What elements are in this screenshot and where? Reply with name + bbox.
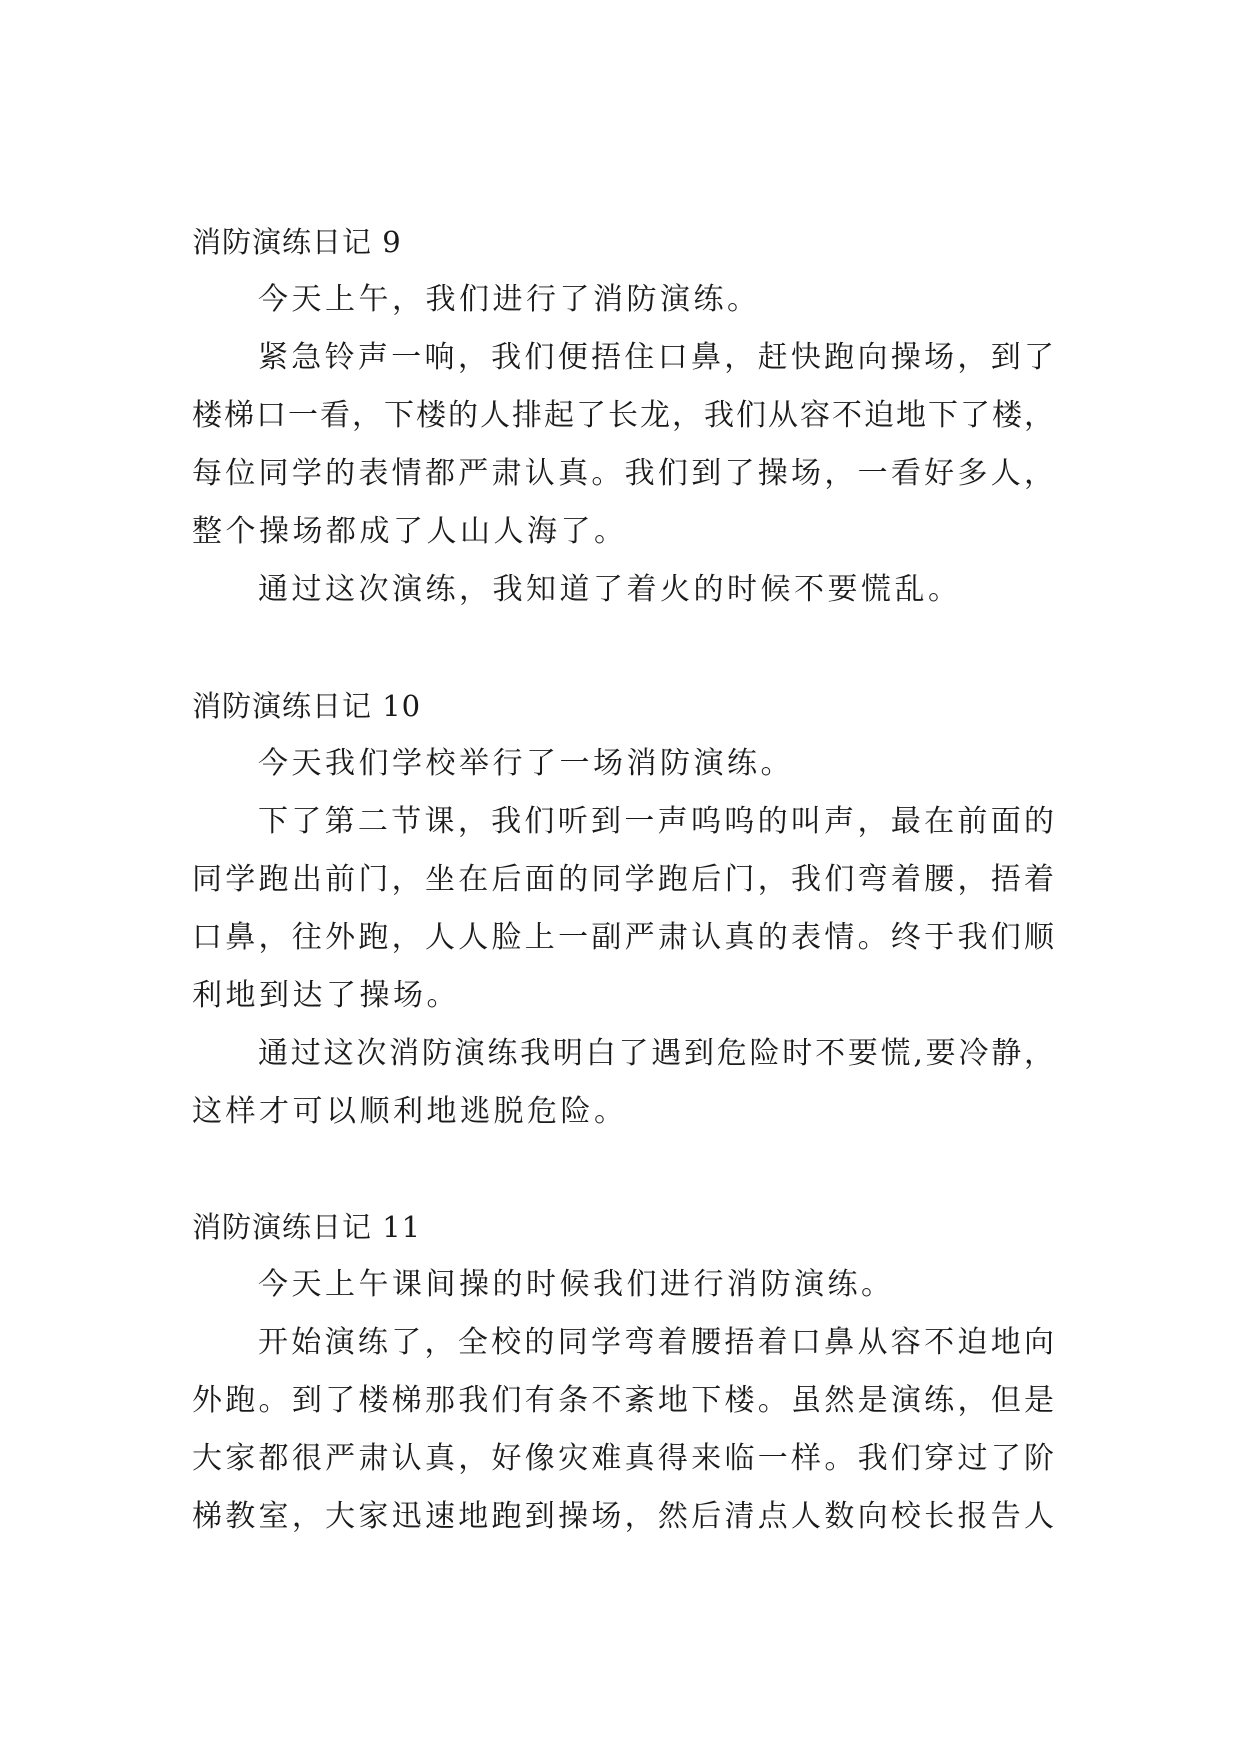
diary-title: 消防演练日记 10 [192, 689, 422, 723]
paragraph-line: 通过这次消防演练我明白了遇到危险时不要慌,要冷静， [258, 1036, 1054, 1071]
paragraph-line: 梯教室，大家迅速地跑到操场，然后清点人数向校长报告人 [192, 1499, 1054, 1534]
paragraph-line: 整个操场都成了人山人海了。 [192, 514, 628, 549]
paragraph-line: 这样才可以顺利地逃脱危险。 [192, 1094, 628, 1129]
paragraph-line: 今天上午课间操的时候我们进行消防演练。 [258, 1267, 895, 1302]
paragraph-line: 紧急铃声一响，我们便捂住口鼻，赶快跑向操场，到了 [258, 340, 1054, 375]
paragraph-line: 口鼻，往外跑，人人脸上一副严肃认真的表情。终于我们顺 [192, 920, 1054, 955]
paragraph-line: 今天我们学校举行了一场消防演练。 [258, 746, 794, 781]
paragraph-line: 外跑。到了楼梯那我们有条不紊地下楼。虽然是演练，但是 [192, 1383, 1054, 1418]
paragraph-line: 通过这次演练，我知道了着火的时候不要慌乱。 [258, 572, 962, 607]
diary-title: 消防演练日记 9 [192, 225, 402, 259]
paragraph-line: 下了第二节课，我们听到一声呜呜的叫声，最在前面的 [258, 804, 1054, 839]
paragraph-line: 开始演练了，全校的同学弯着腰捂着口鼻从容不迫地向 [258, 1325, 1054, 1360]
paragraph-line: 利地到达了操场。 [192, 978, 460, 1013]
paragraph-line: 今天上午，我们进行了消防演练。 [258, 282, 761, 317]
paragraph-line: 楼梯口一看，下楼的人排起了长龙，我们从容不迫地下了楼， [192, 398, 1054, 433]
diary-title: 消防演练日记 11 [192, 1210, 422, 1244]
paragraph-line: 同学跑出前门，坐在后面的同学跑后门，我们弯着腰，捂着 [192, 862, 1054, 897]
paragraph-line: 大家都很严肃认真，好像灾难真得来临一样。我们穿过了阶 [192, 1441, 1054, 1476]
paragraph-line: 每位同学的表情都严肃认真。我们到了操场，一看好多人， [192, 456, 1054, 491]
